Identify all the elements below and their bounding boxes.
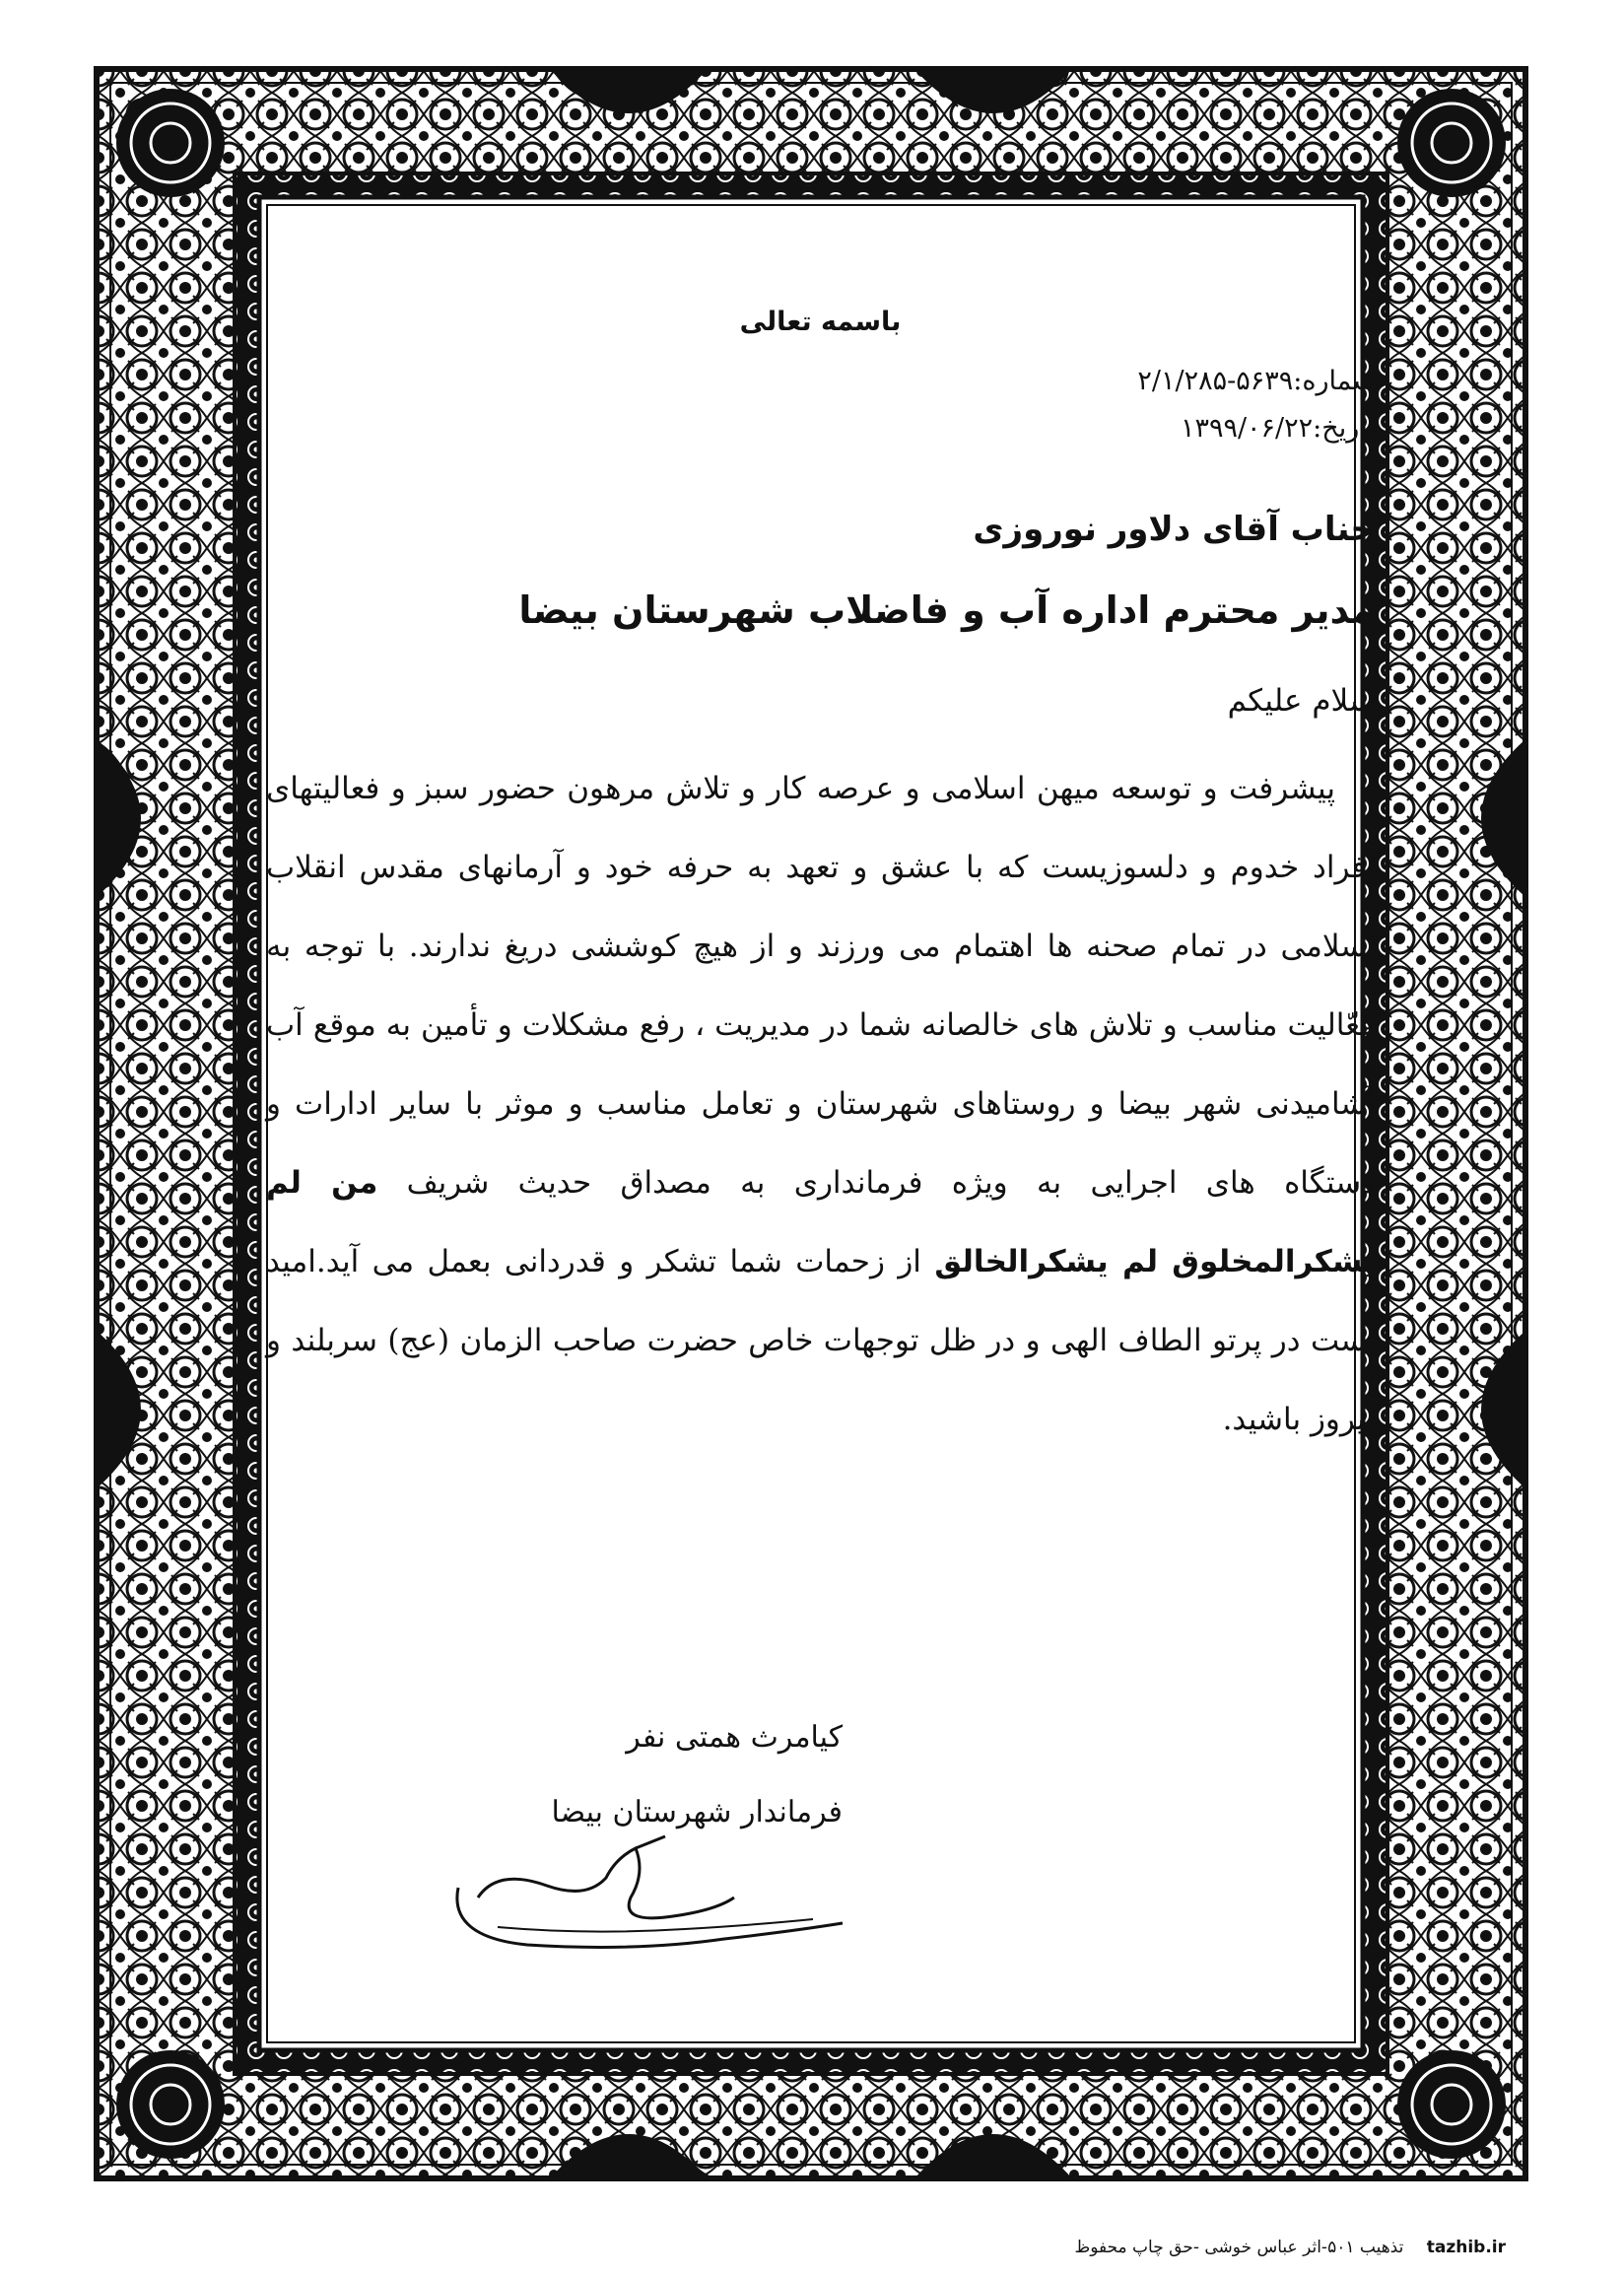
greeting: سلام علیکم: [1227, 683, 1375, 719]
footer-credit-text: تذهیب ۵۰۱-اثر عباس خوشی -حق چاپ محفوظ: [1074, 2238, 1404, 2257]
letter-meta: [981, 358, 1375, 452]
body-part-2: از زحمات شما تشکر و قدردانی بعمل می آید.امید است در پرتو الطاف الهی و در ظل توجهات خاص حضرت صاحب الزمان (عج) سربلند و پیروز باشید.: [266, 1244, 1375, 1437]
footer-site: tazhib.ir: [1426, 2238, 1506, 2257]
letter-date: [981, 405, 1375, 452]
letter-number: [981, 358, 1375, 405]
recipient-title: مدیر محترم اداره آب و فاضلاب شهرستان بیضا: [518, 588, 1375, 632]
handwritten-signature: [439, 1829, 862, 1957]
letter-body: [266, 251, 1375, 2026]
body-part-1: پیشرفت و توسعه میهن اسلامی و عرصه کار و تلاش مرهون حضور سبز و فعالیتهای افراد خدوم و دلسوزیست که با عشق و تعهد به حرفه خود و آرمانهای مقدس انقلاب اسلامی در تمام صحنه ها اهتمام می ورزند و از هیچ کوششی دریغ ندارند. با توجه به فعّالیت مناسب و تلاش های خالصانه شما در مدیریت ، رفع مشکلات و تأمین به موقع آب آشامیدنی شهر بیضا و روستاهای شهرستان و تعامل مناسب و موثر با سایر ادارات و دستگاه های اجرایی به ویژه فرمانداری به مصداق حدیث شریف: [266, 771, 1376, 1201]
letter-paragraph: [266, 749, 1375, 1459]
date-value: ۱۳۹۹/۰۶/۲۲: [1180, 413, 1314, 444]
letter-heading: باسمه تعالی: [739, 307, 902, 337]
paragraph-text: [266, 749, 1375, 1459]
signatory-title: فرماندار شهرستان بیضا: [551, 1795, 843, 1829]
hadith-quote: من لم یشکرالمخلوق لم یشکرالخالق: [266, 1165, 1376, 1279]
number-value: ۵۶۳۹-۲/۱/۲۸۵: [1137, 366, 1294, 396]
number-label: شماره:: [1293, 366, 1375, 396]
recipient-name: جناب آقای دلاور نوروزی: [973, 510, 1375, 549]
footer-credit: [1074, 2238, 1506, 2257]
signatory-name: کیامرث همتی نفر: [626, 1720, 843, 1755]
date-label: تاریخ:: [1313, 413, 1375, 444]
